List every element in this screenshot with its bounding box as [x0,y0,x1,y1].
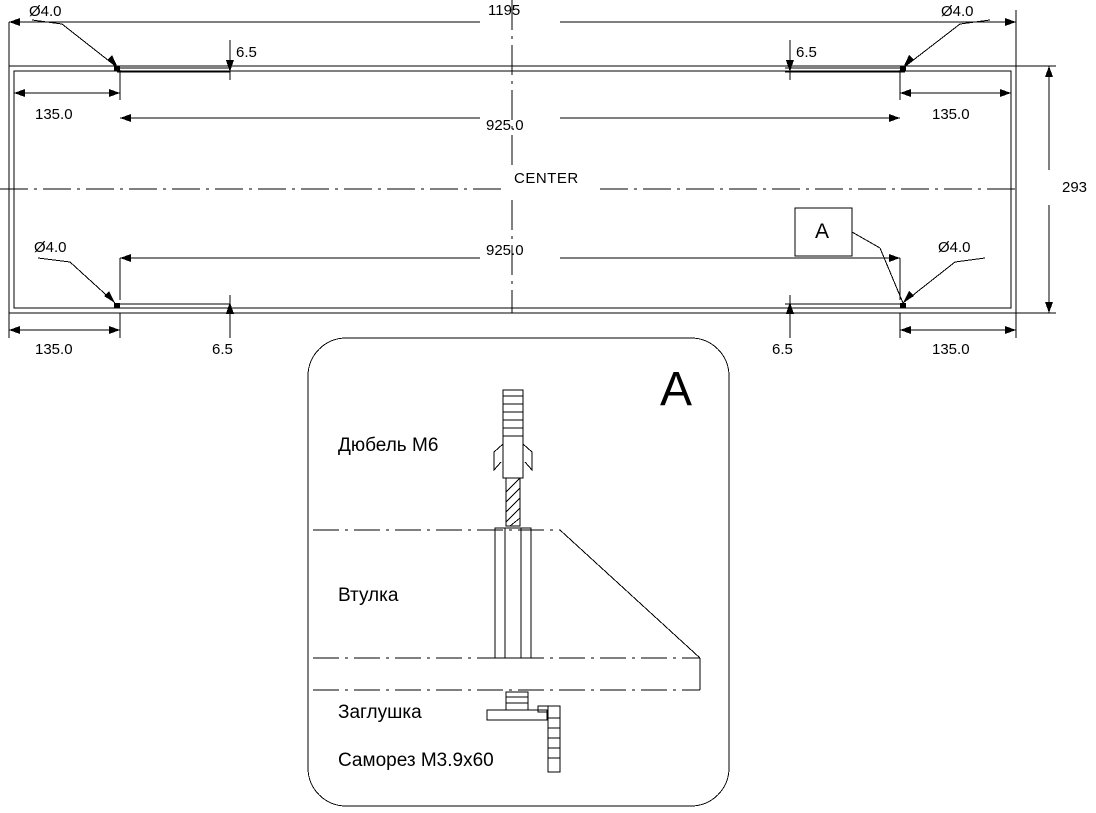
dim-label-diameter-bottom-right: Ø4.0 [938,239,971,256]
dim-label-end-offset-top-right: 135.0 [932,106,970,123]
dim-label-edge-offset-bottom-left: 6.5 [212,341,233,358]
cap-body [506,692,528,710]
detail-part-label-cap: Заглушка [338,702,422,723]
dowel-wing-left [494,444,503,470]
dim-label-end-offset-top-left: 135.0 [35,106,73,123]
dim-label-diameter-top-left: Ø4.0 [29,3,62,20]
detail-part-label-bushing: Втулка [338,585,399,606]
detail-part-label-dowel: Дюбель М6 [338,435,439,456]
dim-label-diameter-bottom-left: Ø4.0 [34,239,67,256]
dim-label-overall-length: 1195 [488,2,521,19]
dim-label-end-offset-bottom-left: 135.0 [35,341,73,358]
dim-label-edge-offset-bottom-right: 6.5 [772,341,793,358]
centerline-label: CENTER [514,170,579,187]
detail-part-label-screw: Саморез М3.9х60 [338,750,494,771]
dim-label-span-bottom: 925.0 [486,242,524,259]
detail-diagonal-edge [560,530,700,658]
hole-bottom-right [900,303,906,308]
hatch-5 [510,518,520,526]
dim-label-diameter-top-right: Ø4.0 [941,3,974,20]
dim-label-end-offset-bottom-right: 135.0 [932,341,970,358]
dim-label-overall-height: 293 [1062,179,1088,196]
dowel-body [503,390,523,478]
leader-dia-bottom-right-a [955,258,985,262]
detail-callout-leader-a [852,232,880,248]
bushing-body [495,528,531,658]
screw-body [548,706,560,772]
detail-view-letter: A [660,363,693,416]
leader-dia-bottom-left-a [38,258,70,262]
hole-bottom-left [114,303,120,308]
dim-label-edge-offset-top-left: 6.5 [236,44,257,61]
detail-callout-letter: A [815,220,830,243]
dowel-wing-right [523,444,532,470]
dim-label-edge-offset-top-right: 6.5 [796,44,817,61]
dim-label-span-top: 925.0 [486,117,524,134]
